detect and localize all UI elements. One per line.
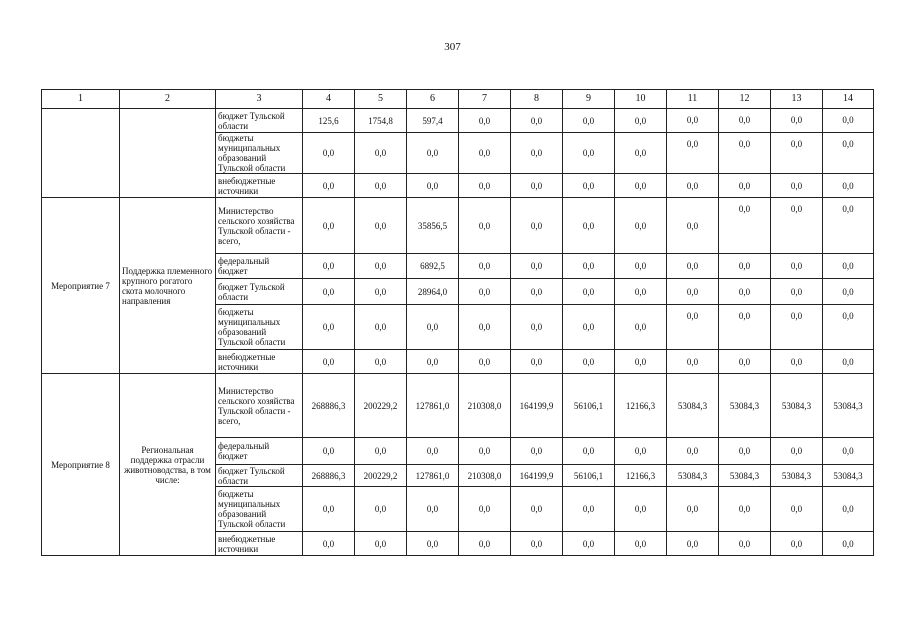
value-cell: 0,0 — [459, 133, 511, 174]
value-cell: 0,0 — [511, 350, 563, 374]
funding-source-cell: бюджет Тульской области — [216, 279, 303, 305]
header-cell: 5 — [355, 90, 407, 109]
value-cell: 0,0 — [771, 279, 823, 305]
value-cell: 53084,3 — [667, 465, 719, 487]
value-cell: 0,0 — [563, 305, 615, 350]
funding-source-cell: федеральный бюджет — [216, 438, 303, 465]
value-cell: 0,0 — [355, 438, 407, 465]
table-row — [42, 198, 874, 254]
value-cell: 0,0 — [615, 487, 667, 532]
value-cell: 0,0 — [355, 279, 407, 305]
event-name-cell — [120, 109, 216, 198]
value-cell: 0,0 — [303, 305, 355, 350]
value-cell: 0,0 — [563, 438, 615, 465]
event-cell: Мероприятие 8 — [42, 374, 120, 556]
value-cell: 0,0 — [667, 487, 719, 532]
funding-source-cell: Министерство сельского хозяйства Тульской области - всего, — [216, 198, 303, 254]
value-cell: 0,0 — [823, 305, 874, 350]
header-row — [42, 90, 874, 109]
value-cell: 0,0 — [407, 305, 459, 350]
header-cell: 3 — [216, 90, 303, 109]
value-cell: 0,0 — [719, 174, 771, 198]
value-cell: 200229,2 — [355, 374, 407, 438]
value-cell: 0,0 — [511, 198, 563, 254]
value-cell: 0,0 — [771, 174, 823, 198]
value-cell: 0,0 — [615, 305, 667, 350]
value-cell: 0,0 — [511, 174, 563, 198]
value-cell: 127861,0 — [407, 465, 459, 487]
value-cell: 0,0 — [719, 279, 771, 305]
header-cell: 7 — [459, 90, 511, 109]
value-cell: 0,0 — [667, 279, 719, 305]
value-cell: 164199,9 — [511, 374, 563, 438]
value-cell: 0,0 — [615, 279, 667, 305]
value-cell: 0,0 — [459, 279, 511, 305]
value-cell: 53084,3 — [719, 374, 771, 438]
value-cell: 0,0 — [459, 109, 511, 133]
value-cell: 0,0 — [823, 487, 874, 532]
funding-source-cell: бюджеты муниципальных образований Тульской области — [216, 487, 303, 532]
value-cell: 0,0 — [563, 279, 615, 305]
funding-source-cell: бюджеты муниципальных образований Тульской области — [216, 305, 303, 350]
value-cell: 0,0 — [355, 198, 407, 254]
value-cell: 0,0 — [303, 279, 355, 305]
value-cell: 268886,3 — [303, 374, 355, 438]
value-cell: 0,0 — [459, 350, 511, 374]
value-cell: 0,0 — [719, 133, 771, 174]
value-cell: 0,0 — [615, 109, 667, 133]
value-cell: 0,0 — [615, 198, 667, 254]
value-cell: 0,0 — [563, 198, 615, 254]
value-cell: 56106,1 — [563, 374, 615, 438]
value-cell: 0,0 — [511, 133, 563, 174]
header-cell: 1 — [42, 90, 120, 109]
header-cell: 12 — [719, 90, 771, 109]
value-cell: 0,0 — [823, 438, 874, 465]
header-cell: 11 — [667, 90, 719, 109]
event-cell: Мероприятие 7 — [42, 198, 120, 374]
funding-source-cell: внебюджетные источники — [216, 174, 303, 198]
value-cell: 0,0 — [823, 109, 874, 133]
value-cell: 0,0 — [615, 438, 667, 465]
value-cell: 0,0 — [771, 254, 823, 279]
funding-source-cell: Министерство сельского хозяйства Тульской области - всего, — [216, 374, 303, 438]
header-cell: 9 — [563, 90, 615, 109]
value-cell: 0,0 — [615, 532, 667, 556]
value-cell: 0,0 — [719, 109, 771, 133]
value-cell: 0,0 — [823, 198, 874, 254]
value-cell: 0,0 — [667, 350, 719, 374]
value-cell: 53084,3 — [771, 374, 823, 438]
funding-source-cell: бюджет Тульской области — [216, 109, 303, 133]
value-cell: 0,0 — [719, 254, 771, 279]
event-name-cell: Поддержка племенного крупного рогатого скота молочного направления — [120, 198, 216, 374]
value-cell: 0,0 — [303, 532, 355, 556]
value-cell: 0,0 — [511, 279, 563, 305]
value-cell: 0,0 — [771, 438, 823, 465]
value-cell: 0,0 — [511, 305, 563, 350]
value-cell: 0,0 — [771, 350, 823, 374]
funding-source-cell: бюджеты муниципальных образований Тульской области — [216, 133, 303, 174]
value-cell: 0,0 — [771, 133, 823, 174]
header-cell: 8 — [511, 90, 563, 109]
value-cell: 0,0 — [511, 532, 563, 556]
value-cell: 0,0 — [459, 305, 511, 350]
value-cell: 0,0 — [459, 487, 511, 532]
value-cell: 0,0 — [719, 305, 771, 350]
value-cell: 0,0 — [719, 532, 771, 556]
value-cell: 0,0 — [407, 487, 459, 532]
value-cell: 0,0 — [667, 305, 719, 350]
value-cell: 210308,0 — [459, 465, 511, 487]
value-cell: 0,0 — [563, 532, 615, 556]
value-cell: 0,0 — [355, 133, 407, 174]
value-cell: 0,0 — [719, 438, 771, 465]
value-cell: 0,0 — [303, 198, 355, 254]
value-cell: 0,0 — [771, 532, 823, 556]
header-cell: 13 — [771, 90, 823, 109]
value-cell: 53084,3 — [667, 374, 719, 438]
value-cell: 0,0 — [563, 109, 615, 133]
value-cell: 12166,3 — [615, 465, 667, 487]
value-cell: 597,4 — [407, 109, 459, 133]
header-cell: 10 — [615, 90, 667, 109]
value-cell: 0,0 — [615, 350, 667, 374]
value-cell: 6892,5 — [407, 254, 459, 279]
value-cell: 0,0 — [459, 198, 511, 254]
value-cell: 0,0 — [667, 133, 719, 174]
value-cell: 0,0 — [823, 174, 874, 198]
budget-table — [41, 89, 874, 556]
value-cell: 0,0 — [771, 487, 823, 532]
value-cell: 0,0 — [667, 438, 719, 465]
value-cell: 0,0 — [407, 133, 459, 174]
value-cell: 0,0 — [355, 350, 407, 374]
value-cell: 0,0 — [667, 254, 719, 279]
value-cell: 0,0 — [407, 438, 459, 465]
value-cell: 0,0 — [667, 532, 719, 556]
value-cell: 53084,3 — [719, 465, 771, 487]
value-cell: 127861,0 — [407, 374, 459, 438]
header-cell: 6 — [407, 90, 459, 109]
value-cell: 0,0 — [615, 254, 667, 279]
value-cell: 0,0 — [355, 174, 407, 198]
value-cell: 0,0 — [459, 174, 511, 198]
value-cell: 0,0 — [303, 438, 355, 465]
value-cell: 0,0 — [667, 174, 719, 198]
value-cell: 0,0 — [823, 350, 874, 374]
value-cell: 0,0 — [459, 254, 511, 279]
value-cell: 0,0 — [303, 254, 355, 279]
value-cell: 0,0 — [355, 254, 407, 279]
value-cell: 200229,2 — [355, 465, 407, 487]
value-cell: 0,0 — [615, 133, 667, 174]
value-cell: 0,0 — [303, 487, 355, 532]
value-cell: 0,0 — [823, 254, 874, 279]
value-cell: 12166,3 — [615, 374, 667, 438]
value-cell: 0,0 — [511, 487, 563, 532]
value-cell: 0,0 — [771, 305, 823, 350]
value-cell: 0,0 — [407, 174, 459, 198]
value-cell: 0,0 — [563, 487, 615, 532]
value-cell: 0,0 — [303, 133, 355, 174]
value-cell: 210308,0 — [459, 374, 511, 438]
value-cell: 0,0 — [615, 174, 667, 198]
value-cell: 0,0 — [771, 198, 823, 254]
value-cell: 53084,3 — [823, 465, 874, 487]
value-cell: 0,0 — [303, 174, 355, 198]
header-cell: 4 — [303, 90, 355, 109]
value-cell: 35856,5 — [407, 198, 459, 254]
value-cell: 0,0 — [667, 198, 719, 254]
event-cell — [42, 109, 120, 198]
value-cell: 0,0 — [667, 109, 719, 133]
value-cell: 0,0 — [511, 109, 563, 133]
value-cell: 0,0 — [719, 487, 771, 532]
value-cell: 0,0 — [407, 532, 459, 556]
value-cell: 53084,3 — [771, 465, 823, 487]
value-cell: 0,0 — [719, 198, 771, 254]
value-cell: 28964,0 — [407, 279, 459, 305]
value-cell: 0,0 — [563, 174, 615, 198]
funding-source-cell: бюджет Тульской области — [216, 465, 303, 487]
value-cell: 0,0 — [355, 305, 407, 350]
value-cell: 0,0 — [771, 109, 823, 133]
value-cell: 0,0 — [407, 350, 459, 374]
value-cell: 0,0 — [355, 532, 407, 556]
value-cell: 0,0 — [823, 133, 874, 174]
value-cell: 0,0 — [563, 133, 615, 174]
value-cell: 0,0 — [823, 532, 874, 556]
value-cell: 125,6 — [303, 109, 355, 133]
value-cell: 0,0 — [511, 254, 563, 279]
value-cell: 0,0 — [563, 350, 615, 374]
header-cell: 14 — [823, 90, 874, 109]
value-cell: 0,0 — [459, 438, 511, 465]
value-cell: 0,0 — [459, 532, 511, 556]
value-cell: 0,0 — [823, 279, 874, 305]
value-cell: 0,0 — [355, 487, 407, 532]
value-cell: 268886,3 — [303, 465, 355, 487]
value-cell: 164199,9 — [511, 465, 563, 487]
table-row — [42, 374, 874, 438]
value-cell: 56106,1 — [563, 465, 615, 487]
value-cell: 53084,3 — [823, 374, 874, 438]
value-cell: 0,0 — [719, 350, 771, 374]
funding-source-cell: внебюджетные источники — [216, 532, 303, 556]
value-cell: 0,0 — [303, 350, 355, 374]
event-name-cell: Региональная поддержка отрасли животноводства, в том числе: — [120, 374, 216, 556]
funding-source-cell: внебюджетные источники — [216, 350, 303, 374]
value-cell: 0,0 — [511, 438, 563, 465]
value-cell: 0,0 — [563, 254, 615, 279]
table-row — [42, 109, 874, 133]
funding-source-cell: федеральный бюджет — [216, 254, 303, 279]
page-number: 307 — [444, 41, 461, 53]
value-cell: 1754,8 — [355, 109, 407, 133]
header-cell: 2 — [120, 90, 216, 109]
